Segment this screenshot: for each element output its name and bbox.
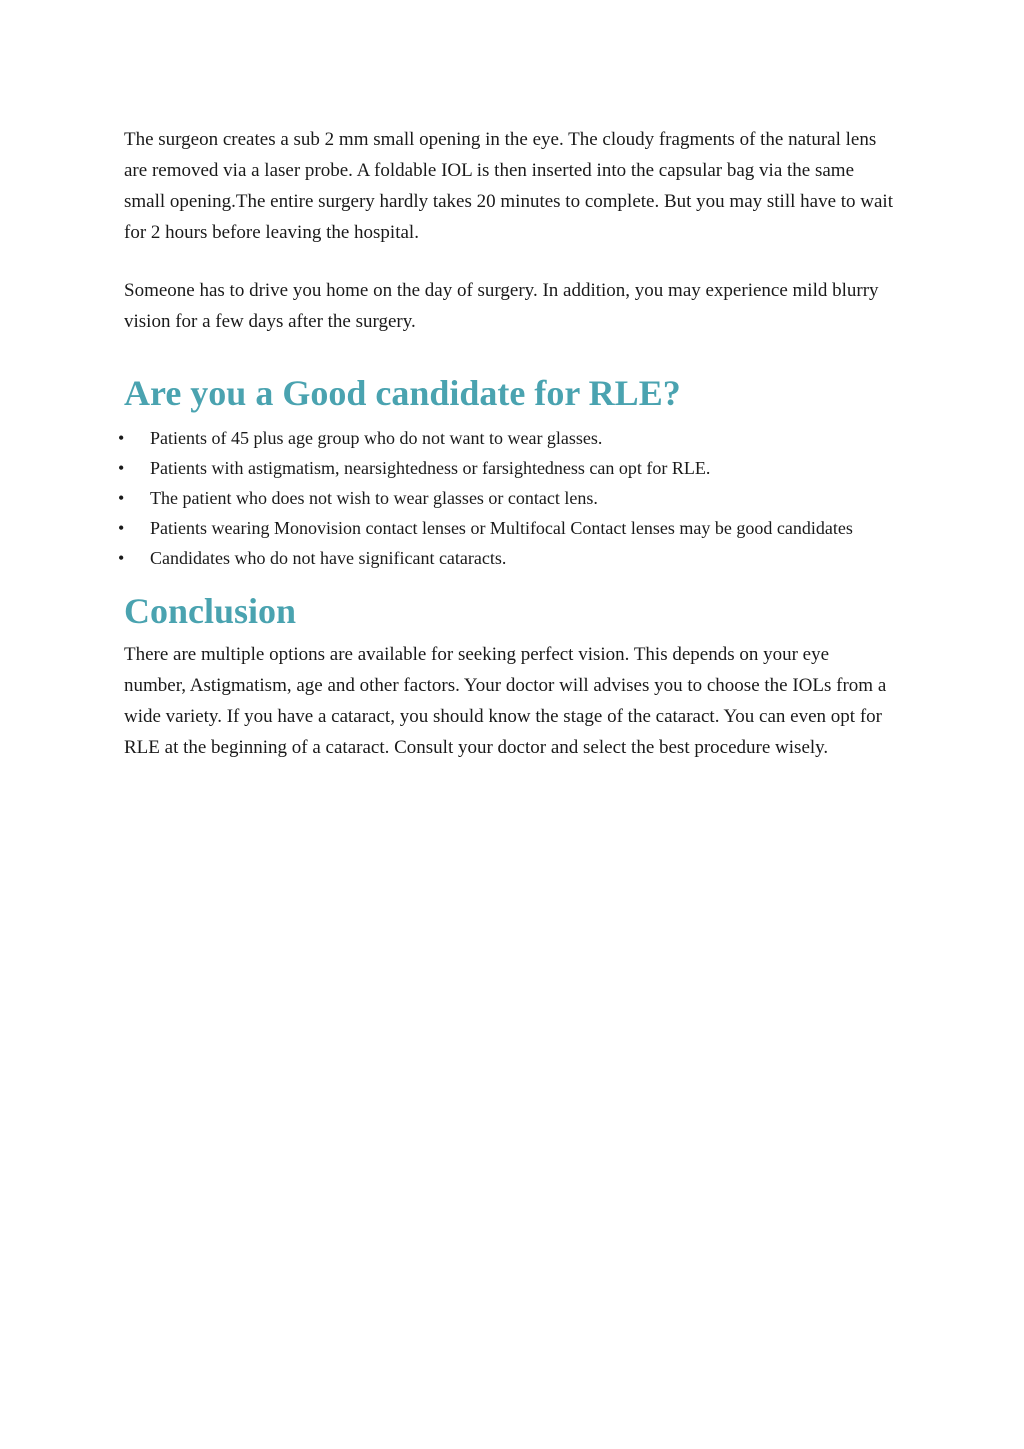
list-item	[118, 423, 894, 453]
bullet-icon: •	[118, 488, 125, 508]
bullet-icon: •	[118, 458, 125, 478]
paragraph-after-surgery: Someone has to drive you home on the day of surgery. In addition, you may experience mild blurry vision for a few days after the surgery.	[124, 280, 879, 332]
list-item	[118, 453, 894, 483]
paragraph-surgery-process: The surgeon creates a sub 2 mm small opening in the eye. The cloudy fragments of the natural lens are removed via a laser probe. A foldable IOL is then inserted into the capsular bag via the same small opening.The entire surgery hardly takes 20 minutes to complete. But you may still have to wait for 2 hours before leaving the hospital.	[124, 129, 893, 243]
bullet-icon: •	[118, 548, 125, 568]
list-item-text: The patient who does not wish to wear glasses or contact lens.	[150, 488, 598, 508]
list-item-text: Patients with astigmatism, nearsightedness or farsightedness can opt for RLE.	[150, 458, 711, 478]
heading-conclusion: Conclusion	[124, 591, 297, 631]
paragraph-conclusion: There are multiple options are available for seeking perfect vision. This depends on your eye number, Astigmatism, age and other factors. Your doctor will advises you to choose the IOLs from a wide variety. If you have a cataract, you should know the stage of the cataract. You can even opt for RLE at the beginning of a cataract. Consult your doctor and select the best procedure wisely.	[124, 644, 887, 758]
list-item	[118, 513, 894, 543]
bullet-icon: •	[118, 518, 125, 538]
document-page	[118, 124, 894, 763]
bullet-icon: •	[118, 428, 125, 448]
heading-good-candidate: Are you a Good candidate for RLE?	[124, 373, 681, 413]
list-item-text: Patients of 45 plus age group who do not want to wear glasses.	[150, 428, 603, 448]
list-item-text: Candidates who do not have significant cataracts.	[150, 548, 507, 568]
list-item	[118, 483, 894, 513]
list-item	[118, 543, 894, 573]
list-item-text: Patients wearing Monovision contact lenses or Multifocal Contact lenses may be good candidates	[150, 518, 853, 538]
candidate-list	[118, 423, 894, 573]
